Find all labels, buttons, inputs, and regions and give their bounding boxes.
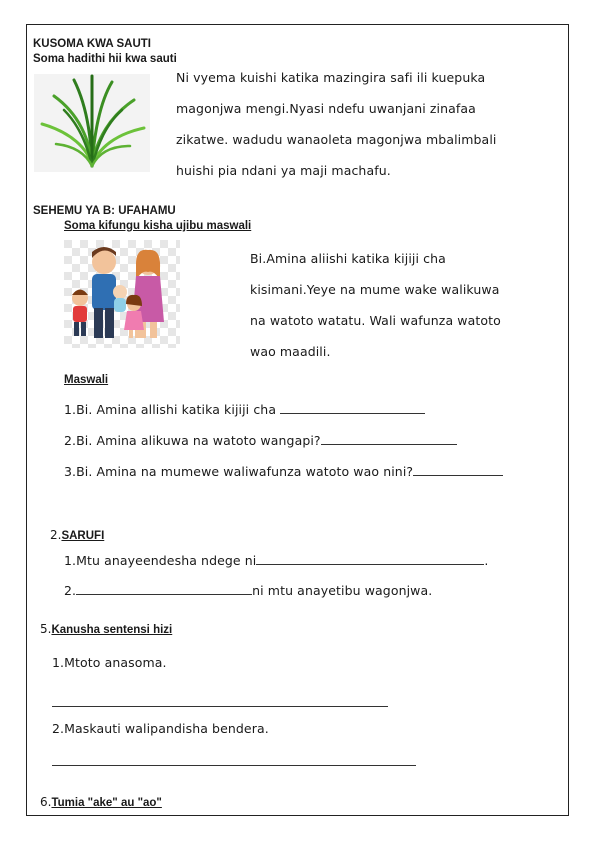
reading-line-2: magonjwa mengi.Nyasi ndefu uwanjani zinafaa: [176, 101, 476, 116]
kanusha-answer-line-2[interactable]: [52, 765, 416, 766]
reading-line-1: Ni vyema kuishi katika mazingira safi ili kuepuka: [176, 70, 486, 85]
grass-image: [34, 74, 150, 172]
kanusha-heading: 5.Kanusha sentensi hizi: [40, 622, 173, 636]
passage-line-1: Bi.Amina aliishi katika kijiji cha: [250, 251, 446, 266]
reading-subheading: Soma hadithi hii kwa sauti: [33, 53, 177, 65]
sarufi-question-2: 2. ni mtu anayetibu wagonjwa.: [64, 583, 433, 598]
reading-heading: KUSOMA KWA SAUTI: [33, 38, 151, 50]
reading-line-3: zikatwe. wadudu wanaoleta magonjwa mbalimbali: [176, 132, 497, 147]
question-2: 2.Bi. Amina alikuwa na watoto wangapi?: [64, 433, 457, 448]
kanusha-item-1: 1.Mtoto anasoma.: [52, 655, 167, 670]
family-image: [64, 240, 180, 348]
answer-line-2[interactable]: [321, 433, 457, 445]
kanusha-item-2: 2.Maskauti walipandisha bendera.: [52, 721, 269, 736]
passage-line-4: wao maadili.: [250, 344, 331, 359]
sarufi-heading: 2.SARUFI: [50, 528, 105, 542]
answer-line-1[interactable]: [280, 402, 425, 414]
question-3: 3.Bi. Amina na mumewe waliwafunza watoto wao nini?: [64, 464, 503, 479]
passage-line-3: na watoto watatu. Wali wafunza watoto: [250, 313, 501, 328]
answer-line-3[interactable]: [413, 464, 503, 476]
section-b-subheading: Soma kifungu kisha ujibu maswali: [64, 220, 252, 232]
sarufi-answer-line-2[interactable]: [76, 583, 252, 595]
tumia-heading: 6.Tumia "ake" au "ao": [40, 795, 162, 809]
section-b-heading: SEHEMU YA B: UFAHAMU: [33, 205, 176, 217]
kanusha-answer-line-1[interactable]: [52, 706, 388, 707]
sarufi-answer-line-1[interactable]: [256, 553, 484, 565]
question-1: 1.Bi. Amina allishi katika kijiji cha: [64, 402, 425, 417]
reading-line-4: huishi pia ndani ya maji machafu.: [176, 163, 391, 178]
passage-line-2: kisimani.Yeye na mume wake walikuwa: [250, 282, 500, 297]
questions-title: Maswali: [64, 374, 109, 386]
sarufi-question-1: 1.Mtu anayeendesha ndege ni .: [64, 553, 489, 568]
